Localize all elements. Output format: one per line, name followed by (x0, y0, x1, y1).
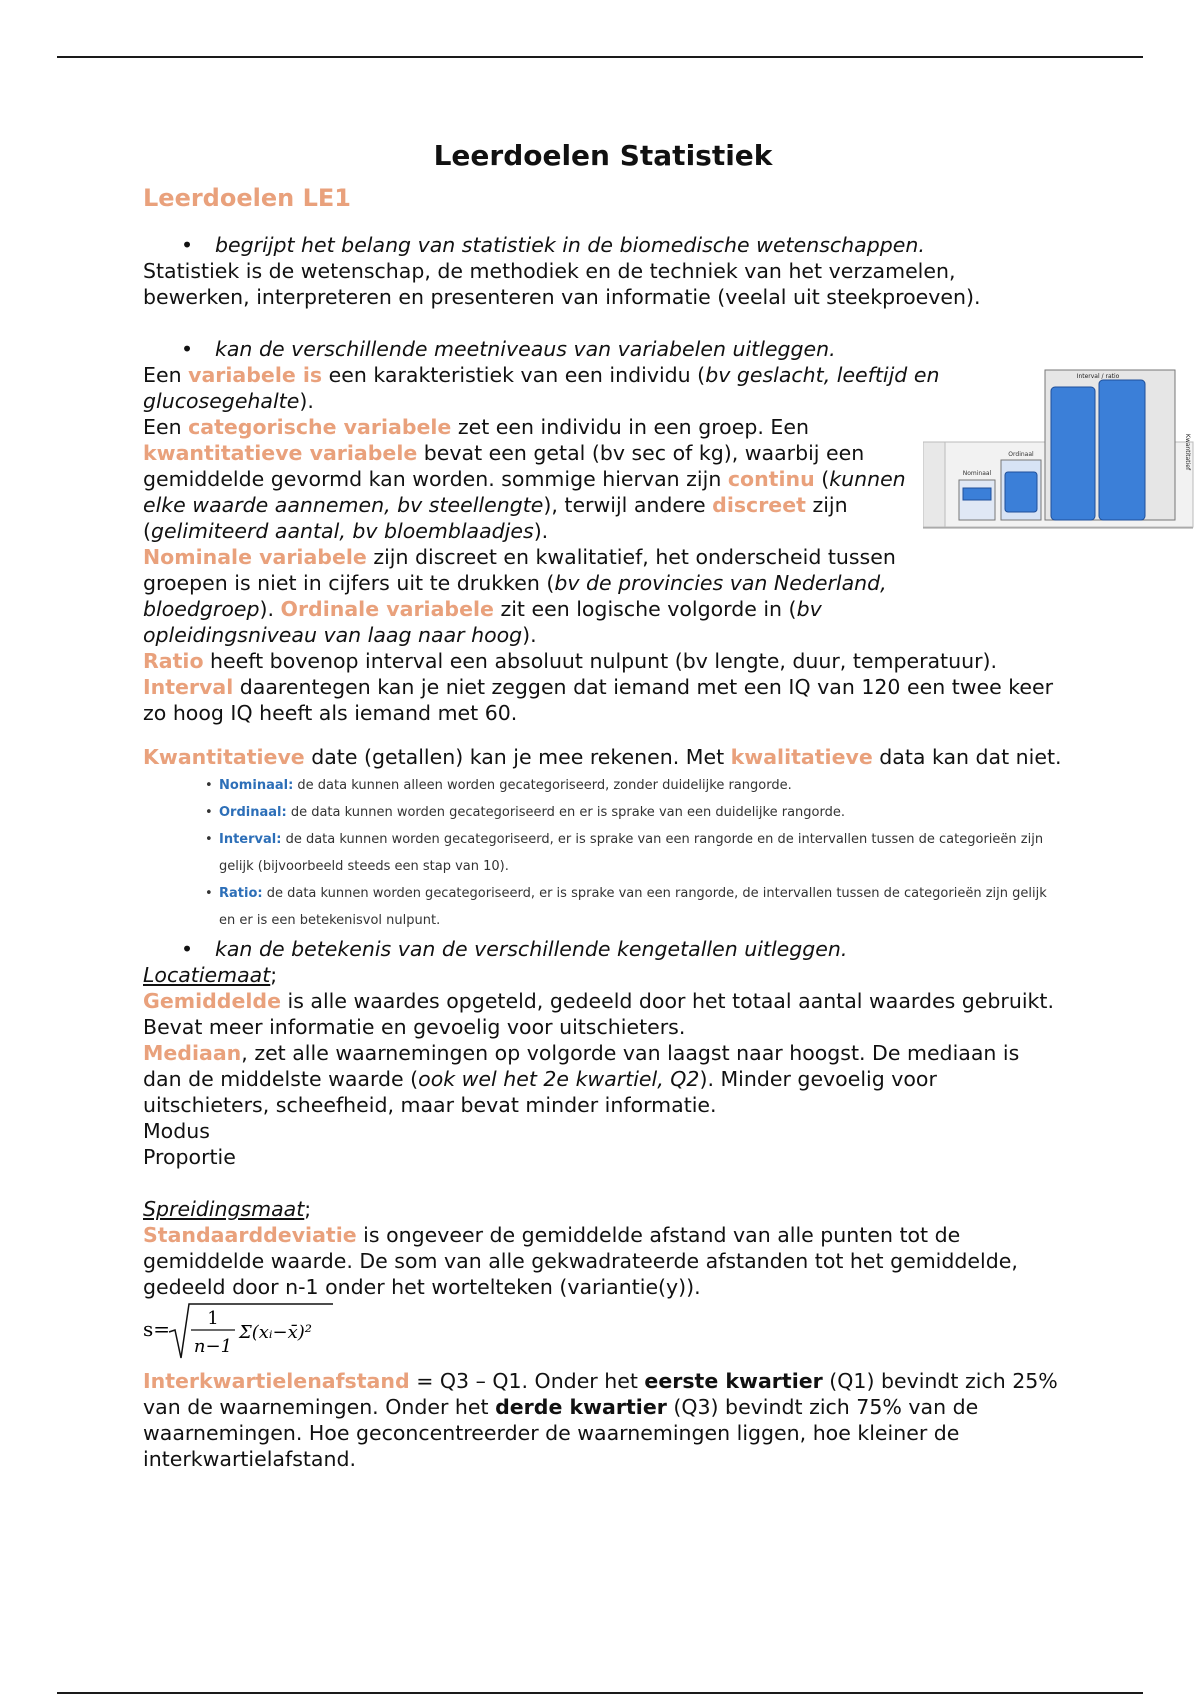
top-rule (57, 56, 1143, 58)
paragraph-ratio: Ratio heeft bovenop interval een absoluut nulpunt (bv lengte, duur, temperatuur). Interval daarentegen kan je niet zeggen dat iemand met een IQ van 120 een twee keer zo hoog IQ heeft als iemand met 60. (143, 649, 1054, 725)
paragraph-interkwartiel: Interkwartielenafstand = Q3 – Q1. Onder het eerste kwartier (Q1) bevindt zich 25% van de waarnemingen. Onder het derde kwartier (Q3) bevindt zich 75% van de waarnemingen. Hoe geconcentreerder de waarnemingen liggen, hoe kleiner de interkwartielafstand. (143, 1369, 1058, 1471)
figure-side-label: Kwantitatief (1184, 433, 1191, 471)
bottom-rule (57, 1692, 1143, 1694)
spreidingsmaat-heading: Spreidingsmaat; (143, 1197, 312, 1221)
learning-goal-2: • kan de verschillende meetniveaus van variabelen uitleggen. (143, 336, 1063, 362)
variable-text (143, 414, 923, 648)
svg-text:1: 1 (207, 1308, 219, 1329)
measurement-levels-figure (923, 362, 1197, 537)
proportie-label: Proportie (143, 1145, 236, 1169)
paragraph-variabele: Een variabele is een karakteristiek van een individu (bv geslacht, leeftijd en glucosegehalte). (143, 363, 940, 413)
svg-text:Σ(xᵢ−x̄)²: Σ(xᵢ−x̄)² (239, 1322, 312, 1343)
list-item: • Interval: de data kunnen worden gecategoriseerd, er is sprake van een rangorde en de intervallen tussen de categorieën zijn gelijk (bijvoorbeeld steeds een stap van 10). (205, 826, 1063, 880)
list-item: • Ordinaal: de data kunnen worden gecategoriseerd en er is sprake van een duidelijke rangorde. (205, 799, 1063, 826)
locatiemaat-heading: Locatiemaat; (143, 963, 278, 987)
measurement-levels-list (165, 772, 1063, 934)
paragraph-nominaal: Nominale variabele zijn discreet en kwalitatief, het onderscheid tussen groepen is niet in cijfers uit te drukken (bv de provincies van Nederland, bloedgroep). Ordinale variabele zit een logische volgorde in (bv opleidingsniveau van laag naar hoog). (143, 545, 896, 647)
page-title: Leerdoelen Statistiek (433, 139, 773, 172)
document-body (143, 136, 1191, 1472)
figure-label-nominaal: Nominaal (962, 470, 992, 477)
paragraph-mediaan: Mediaan, zet alle waarnemingen op volgorde van laagst naar hoogst. De mediaan is dan de middelste waarde (ook wel het 2e kwartiel, Q2). Minder gevoelig voor uitschieters, scheefheid, maar bevat minder informatie. (143, 1041, 1020, 1117)
modus-label: Modus (143, 1119, 210, 1143)
paragraph-gemiddelde: Gemiddelde is alle waardes opgeteld, gedeeld door het totaal aantal waardes gebruikt. Bevat meer informatie en gevoelig voor uitschieters. (143, 989, 1054, 1039)
variable-section (143, 362, 1191, 726)
figure-label-interval: Interval / ratio (1076, 373, 1120, 380)
list-item: • Nominaal: de data kunnen alleen worden gecategoriseerd, zonder duidelijke rangorde. (205, 772, 1063, 799)
paragraph-standaarddeviatie: Standaarddeviatie is ongeveer de gemiddelde afstand van alle punten tot de gemiddelde waarde. De som van alle gekwadrateerde afstanden tot het gemiddelde, gedeeld door n-1 onder het wortelteken (variantie(y)). (143, 1223, 1018, 1299)
paragraph-statistiek: Statistiek is de wetenschap, de methodiek en de techniek van het verzamelen, bewerken, interpreteren en presenteren van informatie (veelal uit steekproeven). (143, 259, 981, 309)
learning-goal-1: • begrijpt het belang van statistiek in de biomedische wetenschappen. (143, 232, 1063, 258)
section-heading: Leerdoelen LE1 (143, 184, 351, 212)
svg-text:s=: s= (143, 1317, 171, 1341)
paragraph-kwantitatief: Kwantitatieve date (getallen) kan je mee rekenen. Met kwalitatieve data kan dat niet. (143, 745, 1062, 769)
list-item: • Ratio: de data kunnen worden gecategoriseerd, er is sprake van een rangorde, de intervallen tussen de categorieën zijn gelijk en er is een betekenisvol nulpunt. (205, 880, 1063, 934)
learning-goal-3: • kan de betekenis van de verschillende kengetallen uitleggen. (143, 936, 1063, 962)
figure-label-ordinaal: Ordinaal (1008, 451, 1034, 458)
svg-text:n−1: n−1 (193, 1336, 233, 1357)
paragraph-categorisch: Een categorische variabele zet een individu in een groep. Een kwantitatieve variabele bevat een getal (bv sec of kg), waarbij een gemiddelde gevormd kan worden. sommige hiervan zijn continu (kunnen elke waarde aannemen, bv steellengte), terwijl andere discreet zijn (gelimiteerd aantal, bv bloemblaadjes). (143, 415, 906, 543)
std-formula (143, 1300, 343, 1362)
